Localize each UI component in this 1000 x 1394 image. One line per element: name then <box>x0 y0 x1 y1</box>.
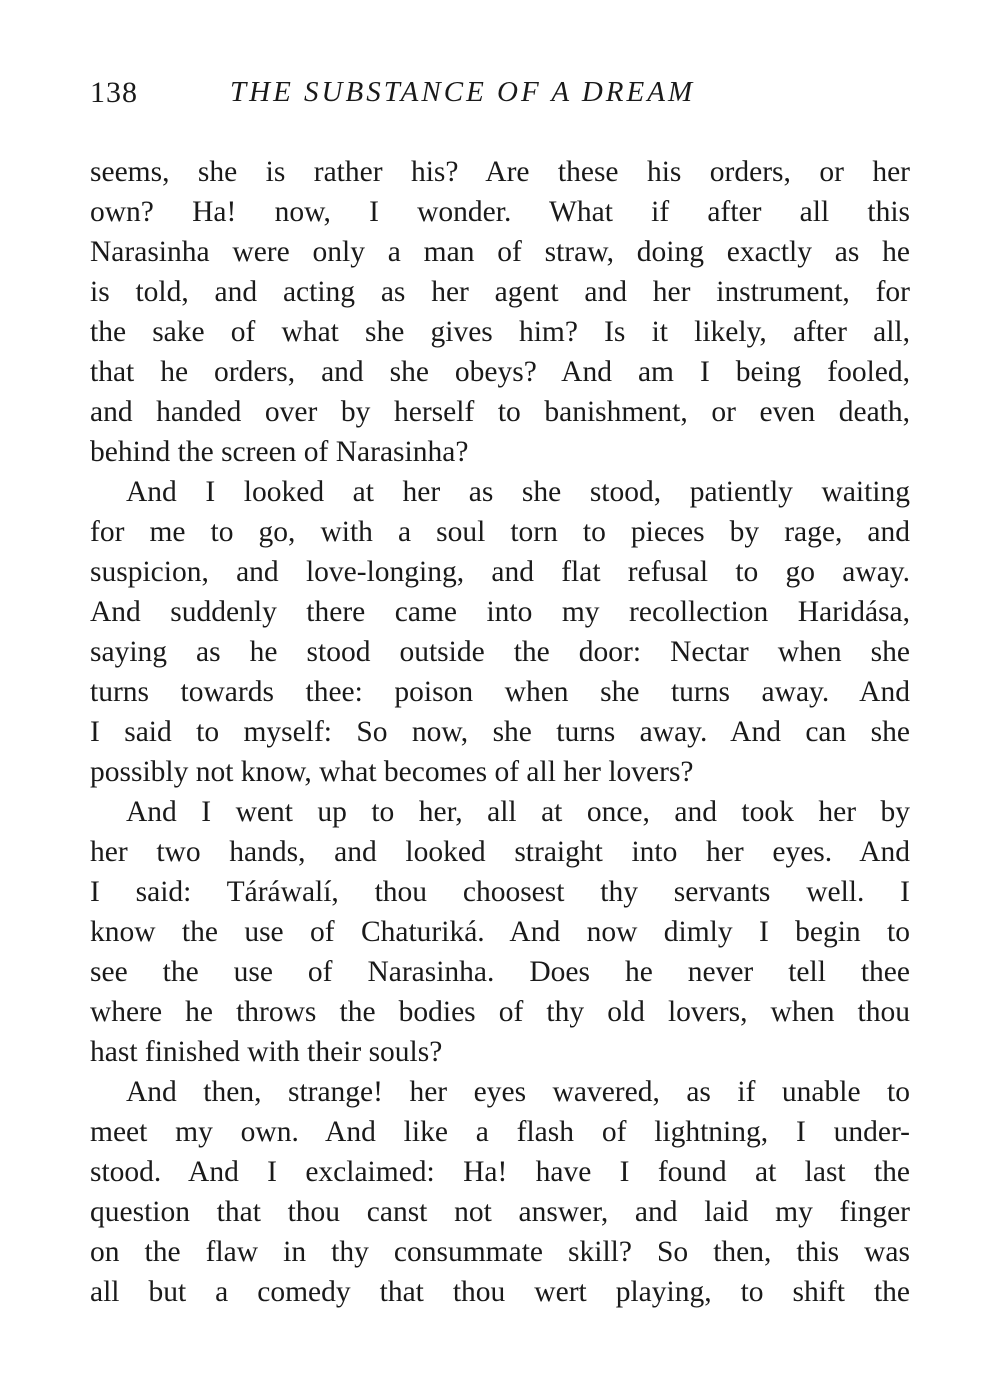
text-line: And I went up to her, all at once, and took her by <box>126 796 910 828</box>
text-line: And suddenly there came into my recollection Haridása, <box>90 596 910 628</box>
text-line: I said: Táráwalí, thou choosest thy servants well. I <box>90 876 910 908</box>
text-line: turns towards thee: poison when she turns away. And <box>90 676 910 708</box>
text-line: seems, she is rather his? Are these his orders, or her <box>90 156 910 188</box>
text-line: where he throws the bodies of thy old lovers, when thou <box>90 996 910 1028</box>
text-line: possibly not know, what becomes of all her lovers? <box>90 756 694 788</box>
text-line: the sake of what she gives him? Is it likely, after all, <box>90 316 910 348</box>
body-text <box>90 152 910 1312</box>
text-line: own? Ha! now, I wonder. What if after all this <box>90 196 910 228</box>
text-line: on the flaw in thy consummate skill? So then, this was <box>90 1236 910 1268</box>
text-line: her two hands, and looked straight into her eyes. And <box>90 836 910 868</box>
paragraph <box>90 472 910 792</box>
text-line: I said to myself: So now, she turns away. And can she <box>90 716 910 748</box>
text-line: question that thou canst not answer, and laid my finger <box>90 1196 910 1228</box>
text-line: suspicion, and love-longing, and flat refusal to go away. <box>90 556 910 588</box>
running-title: THE SUBSTANCE OF A DREAM <box>230 76 696 108</box>
text-line: And then, strange! her eyes wavered, as if unable to <box>126 1076 910 1108</box>
text-line: behind the screen of Narasinha? <box>90 436 469 468</box>
running-head <box>90 76 910 116</box>
paragraph <box>90 792 910 1072</box>
text-line: for me to go, with a soul torn to pieces by rage, and <box>90 516 910 548</box>
text-line: all but a comedy that thou wert playing, to shift the <box>90 1276 910 1308</box>
paragraph <box>90 1072 910 1312</box>
text-line: is told, and acting as her agent and her instrument, for <box>90 276 910 308</box>
text-line: saying as he stood outside the door: Nectar when she <box>90 636 910 668</box>
text-line: see the use of Narasinha. Does he never tell thee <box>90 956 910 988</box>
text-line: and handed over by herself to banishment, or even death, <box>90 396 910 428</box>
text-line: meet my own. And like a flash of lightning, I under- <box>90 1116 910 1148</box>
text-line: know the use of Chaturiká. And now dimly I begin to <box>90 916 910 948</box>
text-line: And I looked at her as she stood, patiently waiting <box>126 476 910 508</box>
page-number: 138 <box>90 76 138 109</box>
paragraph <box>90 152 910 472</box>
text-line: Narasinha were only a man of straw, doing exactly as he <box>90 236 910 268</box>
text-line: stood. And I exclaimed: Ha! have I found at last the <box>90 1156 910 1188</box>
text-line: that he orders, and she obeys? And am I being fooled, <box>90 356 910 388</box>
text-line: hast finished with their souls? <box>90 1036 443 1068</box>
